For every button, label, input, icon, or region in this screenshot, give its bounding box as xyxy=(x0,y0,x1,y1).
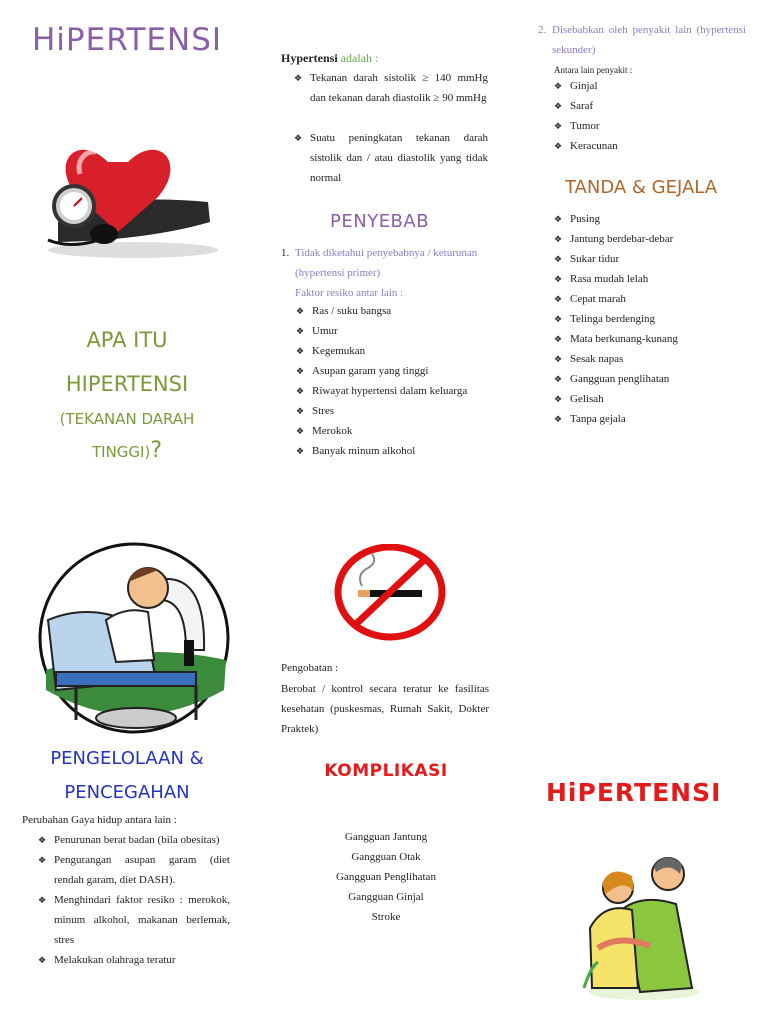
list-item: ❖ Banyak minum alkohol xyxy=(296,441,490,461)
symptom-list xyxy=(554,209,744,429)
list-item: ❖ Umur xyxy=(296,321,490,341)
definition-heading xyxy=(281,48,378,68)
list-item: ❖ Tekanan darah sistolik ≥ 140 mmHg dan tekanan darah diastolik ≥ 90 mmHg xyxy=(294,68,488,108)
list-item: ❖ Keracunan xyxy=(554,136,744,156)
what-is-line1: APA ITU xyxy=(86,328,168,352)
cause2-number: 2. xyxy=(538,24,547,36)
left-title: HiPERTENSI xyxy=(32,22,223,58)
cause-title: PENYEBAB xyxy=(330,211,430,232)
definition-list xyxy=(294,68,488,188)
cause1-number: 1. xyxy=(281,247,290,259)
treatment-label: Pengobatan : xyxy=(281,662,339,674)
list-item: ❖ Mata berkunang-kunang xyxy=(554,329,744,349)
list-item: ❖ Sesak napas xyxy=(554,349,744,369)
list-item: ❖ Asupan garam yang tinggi xyxy=(296,361,490,381)
list-item: ❖ Merokok xyxy=(296,421,490,441)
list-item: Gangguan Jantung xyxy=(344,831,428,843)
list-item: ❖ Sukar tidur xyxy=(554,249,744,269)
list-item: ❖ Stres xyxy=(296,401,490,421)
cause1-subtitle: Faktor resiko antar lain : xyxy=(295,287,404,299)
complication-list xyxy=(281,827,491,927)
risk-list xyxy=(296,301,490,461)
list-item: ❖ Pusing xyxy=(554,209,744,229)
list-item: ❖ Riwayat hypertensi dalam keluarga xyxy=(296,381,490,401)
definition-word: adalah : xyxy=(340,51,379,65)
couple-image xyxy=(580,838,704,1002)
list-item: ❖ Gangguan penglihatan xyxy=(554,369,744,389)
list-item: ❖ Rasa mudah lelah xyxy=(554,269,744,289)
list-item: ❖ Tanpa gejala xyxy=(554,409,744,429)
heart-blood-pressure-image xyxy=(38,122,218,262)
list-item: ❖ Saraf xyxy=(554,96,744,116)
cause2-text: Disebabkan oleh penyakit lain (hypertensi sekunder) xyxy=(552,24,746,56)
definition-term: Hypertensi xyxy=(281,51,338,65)
cause2-block xyxy=(538,20,746,60)
no-smoking-icon xyxy=(334,544,446,644)
list-item: ❖ Pengurangan asupan garam (diet rendah garam, diet DASH). xyxy=(38,850,230,890)
list-item: ❖ Suatu peningkatan tekanan darah sistolik dan / atau diastolik yang tidak normal xyxy=(294,128,488,188)
cause1-block xyxy=(281,243,489,303)
symptom-title: TANDA & GEJALA xyxy=(564,177,718,198)
list-item: ❖ Ginjal xyxy=(554,76,744,96)
list-item: ❖ Cepat marah xyxy=(554,289,744,309)
list-item: Gangguan Otak xyxy=(351,851,421,863)
list-item: ❖ Tumor xyxy=(554,116,744,136)
cause1-text: Tidak diketahui penyebabnya / keturunan (hypertensi primer) xyxy=(295,247,478,279)
disease-list xyxy=(554,76,744,156)
treatment-text: Berobat / kontrol secara teratur ke fasilitas kesehatan (puskesmas, Rumah Sakit, Dokter Praktek) xyxy=(281,683,489,735)
cause2-subtitle: Antara lain penyakit : xyxy=(554,65,633,75)
management-title-line2: PENCEGAHAN xyxy=(64,782,190,803)
patient-bed-image xyxy=(36,540,232,736)
list-item: ❖ Kegemukan xyxy=(296,341,490,361)
question-mark: ? xyxy=(150,438,163,463)
list-item: ❖ Menghindari faktor resiko : merokok, minum alkohol, makanan berlemak, stres xyxy=(38,890,230,950)
list-item: ❖ Telinga berdenging xyxy=(554,309,744,329)
list-item: ❖ Gelisah xyxy=(554,389,744,409)
complication-title: KOMPLIKASI xyxy=(324,761,448,781)
what-is-heading xyxy=(22,318,232,465)
what-is-line3: (TEKANAN DARAH xyxy=(59,410,195,428)
list-item: Gangguan Ginjal xyxy=(348,891,424,903)
list-item: Gangguan Penglihatan xyxy=(336,871,436,883)
what-is-line4-wrap xyxy=(22,438,232,465)
management-heading xyxy=(22,742,232,810)
list-item: ❖ Jantung berdebar-debar xyxy=(554,229,744,249)
management-intro: Perubahan Gaya hidup antara lain : xyxy=(22,814,177,826)
what-is-line4: TINGGI) xyxy=(91,443,151,461)
management-list xyxy=(38,830,230,970)
list-item: ❖ Ras / suku bangsa xyxy=(296,301,490,321)
list-item: ❖ Melakukan olahraga teratur xyxy=(38,950,230,970)
management-title-line1: PENGELOLAAN & xyxy=(50,748,204,769)
list-item: Stroke xyxy=(371,911,401,923)
what-is-line2: HIPERTENSI xyxy=(65,372,189,396)
right-title: HiPERTENSI xyxy=(546,778,722,807)
list-item: ❖ Penurunan berat badan (bila obesitas) xyxy=(38,830,230,850)
